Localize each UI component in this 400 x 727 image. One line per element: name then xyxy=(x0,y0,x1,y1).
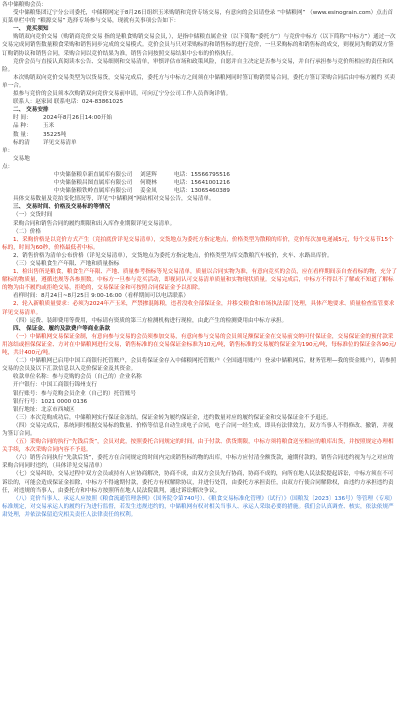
contact-phone: 电话：13065460389 xyxy=(174,188,230,195)
subsection-title: （一）交货时间 xyxy=(13,212,53,219)
contact-row xyxy=(2,179,398,187)
section-2-title: 二、 交易安排 xyxy=(13,107,49,114)
bank-info-line: 收款单位名称：参与竞购的会员（自己的）企业名称 xyxy=(13,374,142,381)
section-1-paragraph: 拟参与竞价的会员须本次购销双向竞价交易前申请，可向辽宁分公司工作人员咨询详情。 xyxy=(13,91,232,98)
arrangement-row: 标的清单： 详见交易清单 xyxy=(2,139,77,154)
price-paragraph: 1、采购价格是以竞价方式产生（竞拍底价详见交易清单），交货地点为委托方指定地点，价格类型为散粮的库价，竞价每次加电递减5元，每个交易节15个标的，时间为60秒，价格最低者中标。 xyxy=(2,236,394,251)
quality-paragraph: 2、轮入新粮质量要求：必须为2024年产玉米，严禁掺混陈粮，违者没收全部保证金，并移交粮食和市场执法部门处理，具体产地要求、质量检查监管要求详见交易清单。 xyxy=(2,301,395,316)
inspection-time: 看样时间：8月24日~8月25日 9:00-16:00（看样期间可以电话联系） xyxy=(13,293,189,300)
subsection-title: （三）交易粮食生产年限、产地和质量指标 xyxy=(13,261,120,267)
section-1-paragraph: 本次购销双向竞价交易类型为以货易货，交易完成后，委托方与中标方之间须在中储粮网同时签订购销贸易合同，委托方签订采购合同后由中标方履约 买卖单一合。 xyxy=(2,74,396,89)
terms-paragraph: （三）本次竞购成功后，中储粮网实行保证金冻结，保证金转为履约保证金，违约数量对应的履约保证金和交易保证金不予退还。 xyxy=(13,414,332,421)
section-3-title: 三、 交易时间、价格及交易标的等情况 xyxy=(13,204,111,211)
terms-paragraph: （六）销售合同执行“先款后货”，委托方在合同规定的时间内完成销售标的物的出库，中标方应付清全额货款，逾期付款的，销售合同违约视为与之对应的采购合同同时违约，（具体详见交易清单） xyxy=(2,455,394,470)
contact-name: 刘延辉 xyxy=(140,171,157,178)
contact-name: 姜金凤 xyxy=(140,188,157,195)
arrangement-row: 交易地点： xyxy=(2,155,30,170)
intro-paragraph: 受中储粮集团辽宁分公司委托，中储粮网定于8月26日组织玉米购销和竞价专场交易，有意向的会员请登录 “中储粮网” （www.esinograin.com）点击首页菜单栏中的 “粮源交易” 选择专场参与交易，现就有关事项公告如下： xyxy=(2,10,394,25)
section-3-paragraph: 采购合同和销售合同的履约期限和出入库作业期限详见交易清单。 xyxy=(13,220,176,227)
arrangement-row: 品 种： 玉米 xyxy=(13,123,55,130)
bank-info-line: 银行账号：参与竞购会员企业（自己的）托管账号 xyxy=(13,390,137,397)
section-1-title: 一、 竞买须知 xyxy=(13,26,49,33)
bank-info-line: 开户银行：中国工商银行锦州支行 xyxy=(13,382,97,389)
terms-paragraph: （四）交易完成后，系统同时根据交易标的数量、价格等信息自动生成电子合同，电子合同一经生成，即具有法律效力，双方当事人不得修改、撤销，并视为签订合同。 xyxy=(2,422,394,437)
contact-phone: 电话：15641001216 xyxy=(174,180,230,187)
section-2-tail: 具体交易数量及竞拍变化情况等，详见“中储粮网”网站相对交易公告，交易清单。 xyxy=(13,196,215,203)
subsection-title: （二）价格 xyxy=(13,228,41,235)
terms-paragraph: （七）交易纠纷，交易过程中双方会员或持有人应协商解决，协商不成，由双方会员先行协商，协商不成的，向所在地人民法院提起诉讼，中标方须在不可诉讼的，可能会造成保证金扣除，中标方不得逾期付款，委托方有权解除协议，并进行处罚，由委托方承担责任，由双方行使合同解除权，由违约方承担违约责任，对违规的当事人，由委托方和中标方按照所在地人民法院裁判，通过诉讼解决争议。 xyxy=(2,471,394,494)
contact-name: 何晓林 xyxy=(140,180,157,187)
contact-org: 中央储备粮昌图直属库有限公司 xyxy=(54,180,133,187)
quality-paragraph: 1、检出售所是粮食，粮食生产年限、产地、质量参考指标等见交易清单，质量以合同实物为准，有意向竞买的会员，应在看样期间亲自查看标的物，充分了解标的物质量，遵循违规等各参照数。中标方一旦参与竞买活动，即视同认可交易清单质量和实物现状质量。交易完成后，中标方不得以不了解或不知道了解标的物为由不履约或拒绝交易，拒绝的，交易保证金和可按照合同保证金予以扣除。 xyxy=(2,269,397,292)
contact-row xyxy=(2,171,398,179)
contact-org: 中央储备粮铁岭直属库有限公司 xyxy=(54,188,133,195)
price-paragraph: 2、销售价格为清单公布价格（详见交易清单），交货地点为委托方指定地点，价格类型为库交散粮汽车板价，火车、水路出库价。 xyxy=(13,252,333,259)
terms-paragraph: （八）竞价当事人、承运人应按照《粮食流通管理条例》（国务院令第740号）、《粮食交易标准化管理》（试行）》（国粮发〔2023〕136号）等管理（专项）标准规定，对交易承运人的履约行为进行监督，若发生违规违约的，中储粮网有权对相关当事人、承运人采取必要的措施。我们会认真调查、核实，依法依规严肃处理，并依法保留追究相关责任人法律责任的权利。 xyxy=(2,495,396,518)
contact-org: 中央储备粮阜新直属库有限公司 xyxy=(54,171,133,178)
contact-row xyxy=(2,187,398,195)
section-1-contact: 联系人：赵家园 联系电话：024-83861025 xyxy=(13,99,124,106)
arrangement-row: 时 间： 2024年8月26日14:00开始 xyxy=(13,115,113,122)
contact-phone: 电话：15566795516 xyxy=(174,171,230,178)
section-1-paragraph: 购销双向竞价交易（购销商竞价交易 指的是粮食购销交易会员，），是指中储粮直属企业（以下简称“委托方”）与竞价中标方（以下简称“中标方”）通过一次交易完成同销售数量粮食采购和销售同步完成的交易模式。竞价会员与只对采购标的和销售标的进行竞价，一旦采购标的和销售标的成交，则视同为购销双方签订购销协议和销售合同，采购合同以竞价结果为准，销售合同按照交易结果中公布的价格执行。 xyxy=(2,34,396,57)
bank-info-line: 银行地址：北京市西城区 xyxy=(13,406,75,413)
deposit-paragraph: （一）中储粮网交易保证金制，有意向参与交易的会员须参加交易，有意向参与交易的会员须足额保证金在交易前交纳可付保证金，交易保证金的预付款采用冻结或担保保证金、方对在中储粮网进行交易，销售标准的在交易保证金标准为10元/吨，销售标准的交易履约保证金为190元/吨，每标准位的保证金各90元/吨，共计400元/吨。 xyxy=(2,333,397,357)
arrangement-row: 数 量： 35225吨 xyxy=(13,131,67,138)
bank-info-line: 银行行号：1021 0000 0136 xyxy=(13,398,88,405)
deposit-paragraph: （二）中储粮网已启用中国工商银行托管账户，会员将保证金存入中储粮网托管账户（全国通用账户）登录中储粮网后，财务管理—我的资金账户），请参照交易的会员及以下汇款信息以入竞价保证金及其资金。 xyxy=(2,358,397,373)
terms-paragraph: （五）采购合同的执行“先钱后货”，会员对此，按照委托合同规定的时间，由于付款、供货期限，中标方须将粮食送至相应的粮库出货，并按照规定办理相关手续，本次采购合同内容不予退。 xyxy=(2,439,394,454)
section-1-paragraph: 竞价会员与直接认真阅读本公告、交易细则和交易清单，审慎评估市场和政策风险，自愿并自主决定是否参与交易，并自行承担参与竞价所相应的责任和风险。 xyxy=(2,58,394,73)
fee-paragraph: （四）运费、装卸费用等费用，中标请有资质的第三方检测机构进行现检，由此产生的检测费用由中标方承担。 xyxy=(13,317,288,324)
section-4-title: 四、 保证金、履约及款费户等商业条款 xyxy=(13,325,111,332)
greeting: 各中储粮购会员： xyxy=(2,2,47,8)
